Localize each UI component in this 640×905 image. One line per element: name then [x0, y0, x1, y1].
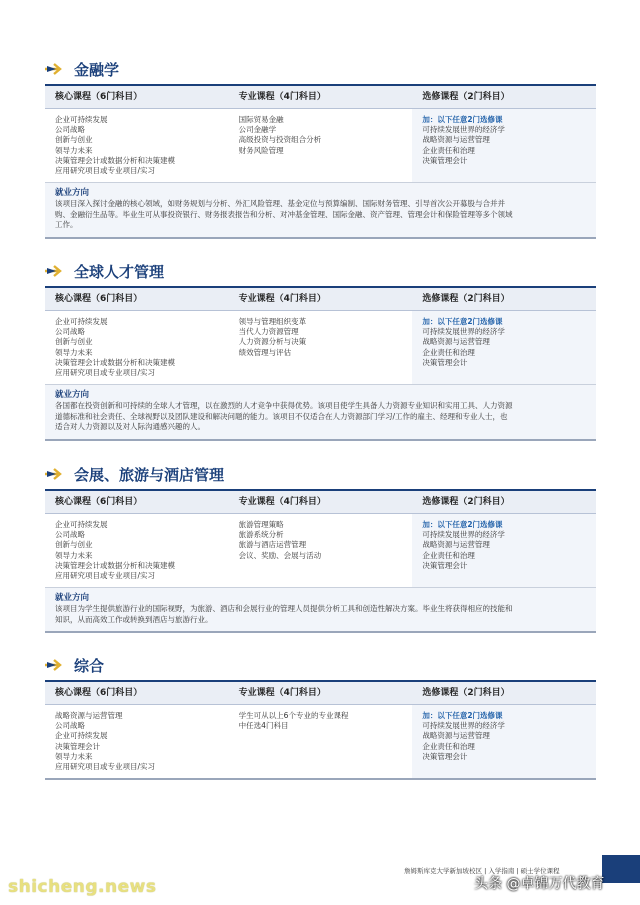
header-elective: 选修课程（2门科目） — [422, 497, 510, 507]
header-core: 核心课程（6门科目） — [55, 688, 143, 698]
course-table — [45, 286, 596, 441]
course-item: 高级投资与投资组合分析 — [238, 135, 322, 145]
course-item: 应用研究项目或专业项目/实习 — [55, 368, 156, 378]
course-item: 决策管理会计 — [422, 357, 468, 367]
course-item: 战略资源与运营管理 — [422, 337, 490, 347]
course-item: 领导力未来 — [55, 751, 93, 761]
course-item: 企业责任和治理 — [422, 347, 475, 357]
course-item: 会议、奖励、会展与活动 — [238, 550, 322, 560]
course-item: 人力资源分析与决策 — [238, 337, 307, 347]
course-item: 绩效管理与评估 — [238, 347, 292, 357]
career-line: 购、金融衍生品等。毕业生可从事投资银行、财务报表报告和分析、对冲基金管理、国际金融、资产管理、管理会计和保险管理等多个领域 — [55, 209, 513, 219]
page-number-box — [602, 855, 640, 883]
arrow-icon — [45, 659, 67, 671]
watermark-site: shicheng.news — [8, 877, 157, 897]
header-elective: 选修课程（2门科目） — [422, 294, 510, 304]
course-item: 可持续发展世界的经济学 — [422, 125, 505, 135]
table-header — [45, 86, 596, 109]
course-item: 决策管理会计或数据分析和决策建模 — [55, 155, 175, 165]
section-title: 会展、旅游与酒店管理 — [74, 466, 225, 484]
core-courses — [45, 115, 229, 176]
watermark-account: 头条 @卓锦万代教育 — [474, 876, 605, 892]
course-item: 决策管理会计 — [422, 751, 468, 761]
course-item: 应用研究项目或专业项目/实习 — [55, 571, 156, 581]
section-title: 综合 — [74, 657, 105, 675]
section-header — [45, 60, 596, 84]
section-finance — [45, 60, 596, 239]
course-item: 可持续发展世界的经济学 — [422, 721, 505, 731]
career-box — [45, 385, 596, 441]
course-item: 公司战略 — [55, 530, 85, 540]
section-talent — [45, 262, 596, 441]
course-item: 国际贸易金融 — [238, 115, 284, 124]
course-item: 决策管理会计 — [422, 560, 468, 570]
section-title: 金融学 — [74, 61, 120, 79]
header-specialist: 专业课程（4门科目） — [238, 294, 326, 304]
core-courses — [45, 711, 229, 772]
course-item: 旅游与酒店运营管理 — [238, 540, 307, 550]
table-header — [45, 682, 596, 705]
career-title: 就业方向 — [55, 593, 90, 604]
elective-courses — [412, 514, 596, 587]
elective-courses — [412, 705, 596, 778]
career-box — [45, 183, 596, 239]
elective-note: 加：以下任意2门选修课 — [422, 317, 503, 326]
course-item: 应用研究项目或专业项目/实习 — [55, 762, 156, 772]
course-item: 决策管理会计 — [422, 155, 468, 165]
course-item: 当代人力资源管理 — [238, 327, 299, 337]
course-item: 决策管理会计或数据分析和决策建模 — [55, 560, 175, 570]
course-item: 领导力未来 — [55, 145, 93, 155]
course-item: 战略资源与运营管理 — [422, 540, 490, 550]
header-specialist: 专业课程（4门科目） — [238, 497, 326, 507]
section-header — [45, 465, 596, 489]
career-line: 道德标准和社会责任、全球视野以及团队建设和解决问题的能力。该项目不仅适合在人力资源部门学习/工作的雇主、经理和专业人士，也 — [55, 411, 508, 421]
header-core: 核心课程（6门科目） — [55, 294, 143, 304]
specialist-courses — [229, 115, 413, 176]
footer-text: 詹姆斯库克大学新加坡校区 | 入学指南 | 硕士学位课程 — [404, 867, 560, 875]
section-general — [45, 656, 596, 780]
course-item: 可持续发展世界的经济学 — [422, 530, 505, 540]
arrow-icon — [45, 265, 67, 277]
course-item: 学生可从以上6个专业的专业课程 — [238, 711, 349, 720]
course-item: 企业责任和治理 — [422, 145, 475, 155]
section-title: 全球人才管理 — [74, 263, 165, 281]
career-line: 适合对人力资源以及对人际沟通感兴趣的人。 — [55, 422, 205, 432]
career-title: 就业方向 — [55, 390, 90, 401]
course-item: 可持续发展世界的经济学 — [422, 327, 505, 337]
course-item: 公司战略 — [55, 721, 85, 731]
course-item: 企业可持续发展 — [55, 317, 108, 326]
course-item: 决策管理会计 — [55, 741, 100, 751]
section-header — [45, 656, 596, 680]
course-item: 企业可持续发展 — [55, 731, 108, 741]
specialist-courses — [229, 711, 413, 772]
course-item: 领导与管理组织变革 — [238, 317, 307, 326]
career-line: 各国都在投资创新和可持续的全球人才管理，以在激烈的人才竞争中获得优势。该项目使学生具备人力资源专业知识和实用工具、人力资源 — [55, 401, 513, 411]
course-item: 中任选4门科目 — [238, 721, 289, 731]
course-item: 战略资源与运营管理 — [422, 731, 490, 741]
table-header — [45, 288, 596, 311]
table-body — [45, 311, 596, 385]
course-item: 创新与创业 — [55, 337, 93, 347]
course-item: 战略资源与运营管理 — [55, 711, 123, 720]
course-item: 公司战略 — [55, 125, 85, 135]
career-line: 工作。 — [55, 220, 78, 230]
course-item: 公司金融学 — [238, 125, 277, 135]
arrow-icon — [45, 468, 67, 480]
header-elective: 选修课程（2门科目） — [422, 688, 510, 698]
course-item: 旅游系统分析 — [238, 530, 284, 540]
course-item: 企业责任和治理 — [422, 550, 475, 560]
elective-note: 加：以下任意2门选修课 — [422, 115, 503, 124]
elective-courses — [412, 311, 596, 384]
course-item: 企业可持续发展 — [55, 115, 108, 124]
course-item: 公司战略 — [55, 327, 85, 337]
course-table — [45, 84, 596, 239]
career-box — [45, 588, 596, 633]
course-item: 创新与创业 — [55, 540, 93, 550]
course-item: 应用研究项目或专业项目/实习 — [55, 166, 156, 176]
elective-courses — [412, 109, 596, 182]
table-header — [45, 491, 596, 514]
header-specialist: 专业课程（4门科目） — [238, 688, 326, 698]
specialist-courses — [229, 520, 413, 581]
course-item: 领导力未来 — [55, 550, 93, 560]
header-specialist: 专业课程（4门科目） — [238, 92, 326, 102]
core-courses — [45, 317, 229, 378]
header-elective: 选修课程（2门科目） — [422, 92, 510, 102]
table-body — [45, 514, 596, 588]
course-table — [45, 489, 596, 633]
section-tourism — [45, 465, 596, 633]
course-item: 决策管理会计或数据分析和决策建模 — [55, 357, 175, 367]
core-courses — [45, 520, 229, 581]
career-title: 就业方向 — [55, 188, 90, 199]
course-table — [45, 680, 596, 780]
course-item: 战略资源与运营管理 — [422, 135, 490, 145]
table-body — [45, 109, 596, 183]
section-header — [45, 262, 596, 286]
career-line: 知识，从而高效工作或转换到酒店与旅游行业。 — [55, 614, 213, 624]
header-core: 核心课程（6门科目） — [55, 92, 143, 102]
arrow-icon — [45, 63, 67, 75]
career-line: 该项目为学生提供旅游行业的国际视野，为旅游、酒店和会展行业的管理人员提供分析工具和创造性解决方案。毕业生将获得相应的技能和 — [55, 604, 513, 614]
header-core: 核心课程（6门科目） — [55, 497, 143, 507]
course-item: 企业责任和治理 — [422, 741, 475, 751]
course-item: 领导力未来 — [55, 347, 93, 357]
course-item: 企业可持续发展 — [55, 520, 108, 529]
elective-note: 加：以下任意2门选修课 — [422, 711, 503, 720]
career-line: 该项目深入探讨金融的核心领域，如财务规划与分析、外汇风险管理、基金定位与预算编制、国际财务管理、引导首次公开募股与合并并 — [55, 199, 505, 209]
course-item: 旅游管理策略 — [238, 520, 284, 529]
table-body — [45, 705, 596, 778]
specialist-courses — [229, 317, 413, 378]
course-item: 创新与创业 — [55, 135, 93, 145]
elective-note: 加：以下任意2门选修课 — [422, 520, 503, 529]
course-item: 财务风险管理 — [238, 145, 284, 155]
